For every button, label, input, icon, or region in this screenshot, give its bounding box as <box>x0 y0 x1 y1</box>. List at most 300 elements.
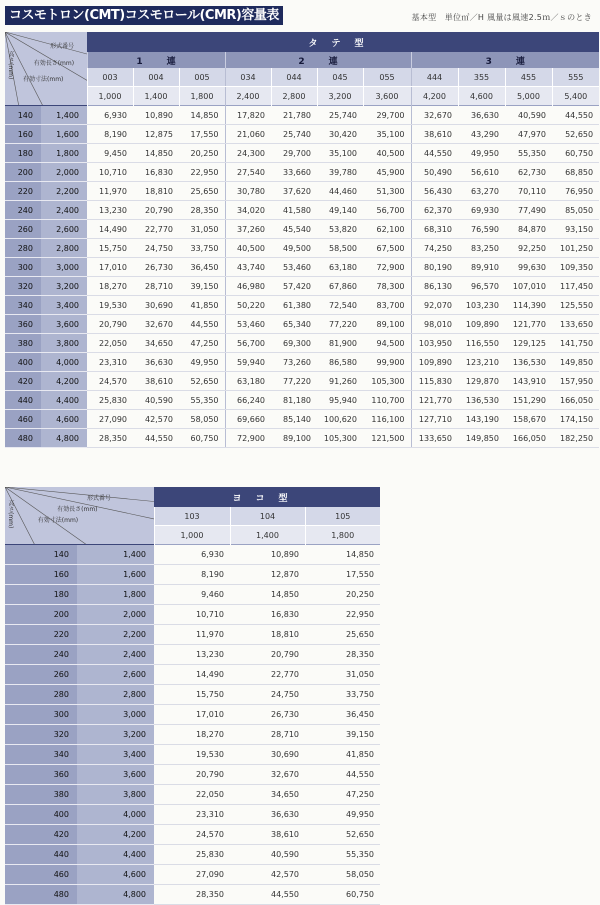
capacity-value: 110,700 <box>363 391 411 410</box>
capacity-value: 166,050 <box>552 391 599 410</box>
table-row <box>5 201 599 220</box>
row-height: 440 <box>5 845 77 865</box>
capacity-value: 60,750 <box>552 144 599 163</box>
capacity-value: 83,700 <box>363 296 411 315</box>
row-height: 440 <box>5 391 41 410</box>
capacity-value: 20,790 <box>87 315 133 334</box>
table-row <box>5 605 380 625</box>
capacity-value: 40,590 <box>133 391 179 410</box>
capacity-value: 56,610 <box>458 163 505 182</box>
capacity-value: 28,710 <box>133 277 179 296</box>
capacity-value: 43,290 <box>458 125 505 144</box>
capacity-value: 41,850 <box>179 296 225 315</box>
model-number: 044 <box>271 68 317 87</box>
row-effective: 4,400 <box>77 845 154 865</box>
capacity-value: 9,450 <box>87 144 133 163</box>
capacity-value: 80,190 <box>411 258 458 277</box>
capacity-value: 45,900 <box>363 163 411 182</box>
corner-diagonal-lines <box>5 487 154 545</box>
group-header-1 <box>87 52 225 68</box>
row-effective: 3,400 <box>41 296 87 315</box>
capacity-value: 38,610 <box>230 825 305 845</box>
capacity-value: 19,530 <box>87 296 133 315</box>
table-row <box>5 745 380 765</box>
row-effective: 1,600 <box>41 125 87 144</box>
capacity-value: 10,710 <box>154 605 230 625</box>
capacity-value: 25,650 <box>305 625 380 645</box>
model-number: 055 <box>363 68 411 87</box>
table-row <box>5 705 380 725</box>
row-effective: 2,000 <box>41 163 87 182</box>
capacity-value: 109,350 <box>552 258 599 277</box>
capacity-value: 36,450 <box>179 258 225 277</box>
capacity-value: 24,750 <box>230 685 305 705</box>
capacity-value: 44,550 <box>179 315 225 334</box>
capacity-value: 141,750 <box>552 334 599 353</box>
capacity-value: 129,870 <box>458 372 505 391</box>
capacity-value: 21,060 <box>225 125 271 144</box>
model-number: 005 <box>179 68 225 87</box>
model-number: 105 <box>305 507 380 526</box>
capacity-value: 58,050 <box>179 410 225 429</box>
group-number: 1 <box>136 56 143 67</box>
table-row <box>5 625 380 645</box>
capacity-value: 18,270 <box>87 277 133 296</box>
capacity-value: 22,950 <box>179 163 225 182</box>
group-number: 3 <box>485 56 492 67</box>
capacity-value: 47,970 <box>505 125 552 144</box>
table-row <box>5 277 599 296</box>
capacity-value: 143,190 <box>458 410 505 429</box>
row-height: 220 <box>5 182 41 201</box>
table-row <box>5 258 599 277</box>
capacity-value: 77,220 <box>317 315 363 334</box>
capacity-value: 60,750 <box>179 429 225 448</box>
table-row <box>5 429 599 448</box>
capacity-value: 35,100 <box>317 144 363 163</box>
capacity-value: 24,570 <box>87 372 133 391</box>
capacity-value: 121,770 <box>411 391 458 410</box>
capacity-value: 93,150 <box>552 220 599 239</box>
capacity-value: 136,530 <box>458 391 505 410</box>
capacity-value: 86,130 <box>411 277 458 296</box>
capacity-value: 63,180 <box>317 258 363 277</box>
capacity-value: 49,950 <box>179 353 225 372</box>
group-number: 2 <box>298 56 305 67</box>
effective-length: 1,400 <box>230 526 305 545</box>
capacity-value: 25,830 <box>87 391 133 410</box>
capacity-value: 55,350 <box>179 391 225 410</box>
capacity-value: 26,730 <box>230 705 305 725</box>
capacity-value: 27,090 <box>154 865 230 885</box>
row-effective: 2,200 <box>77 625 154 645</box>
capacity-value: 67,860 <box>317 277 363 296</box>
capacity-value: 39,150 <box>305 725 380 745</box>
row-effective: 2,000 <box>77 605 154 625</box>
capacity-value: 105,300 <box>363 372 411 391</box>
row-height: 360 <box>5 765 77 785</box>
capacity-value: 15,750 <box>87 239 133 258</box>
row-height: 200 <box>5 605 77 625</box>
capacity-value: 30,780 <box>225 182 271 201</box>
row-effective: 3,600 <box>77 765 154 785</box>
capacity-value: 33,750 <box>305 685 380 705</box>
row-height: 160 <box>5 125 41 144</box>
capacity-value: 20,250 <box>305 585 380 605</box>
capacity-value: 74,250 <box>411 239 458 258</box>
model-number: 355 <box>458 68 505 87</box>
capacity-value: 44,550 <box>411 144 458 163</box>
row-effective: 2,400 <box>77 645 154 665</box>
capacity-value: 72,900 <box>225 429 271 448</box>
table-row <box>5 410 599 429</box>
capacity-value: 49,140 <box>317 201 363 220</box>
effective-length: 1,800 <box>179 87 225 106</box>
capacity-value: 37,620 <box>271 182 317 201</box>
row-effective: 2,600 <box>77 665 154 685</box>
capacity-value: 116,550 <box>458 334 505 353</box>
capacity-value: 70,110 <box>505 182 552 201</box>
row-effective: 3,800 <box>77 785 154 805</box>
corner-label: 有効寸法(mm) <box>23 76 64 84</box>
capacity-value: 109,890 <box>458 315 505 334</box>
capacity-value: 17,550 <box>179 125 225 144</box>
table-row <box>5 334 599 353</box>
capacity-value: 13,230 <box>87 201 133 220</box>
row-height: 460 <box>5 865 77 885</box>
capacity-value: 31,050 <box>305 665 380 685</box>
capacity-value: 103,230 <box>458 296 505 315</box>
capacity-value: 53,820 <box>317 220 363 239</box>
capacity-value: 69,930 <box>458 201 505 220</box>
capacity-value: 28,710 <box>230 725 305 745</box>
capacity-value: 92,070 <box>411 296 458 315</box>
capacity-value: 25,650 <box>179 182 225 201</box>
capacity-value: 18,270 <box>154 725 230 745</box>
model-number: 104 <box>230 507 305 526</box>
capacity-value: 36,450 <box>305 705 380 725</box>
capacity-value: 22,050 <box>154 785 230 805</box>
row-height: 240 <box>5 201 41 220</box>
capacity-value: 34,020 <box>225 201 271 220</box>
capacity-value: 8,190 <box>87 125 133 144</box>
row-effective: 1,800 <box>77 585 154 605</box>
capacity-value: 52,650 <box>305 825 380 845</box>
capacity-value: 27,540 <box>225 163 271 182</box>
capacity-value: 40,590 <box>505 106 552 125</box>
effective-length: 4,200 <box>411 87 458 106</box>
capacity-value: 45,540 <box>271 220 317 239</box>
capacity-value: 89,910 <box>458 258 505 277</box>
capacity-value: 38,610 <box>411 125 458 144</box>
capacity-value: 57,420 <box>271 277 317 296</box>
capacity-value: 28,350 <box>179 201 225 220</box>
capacity-value: 8,190 <box>154 565 230 585</box>
capacity-value: 44,550 <box>552 106 599 125</box>
table-row <box>5 585 380 605</box>
capacity-value: 55,350 <box>305 845 380 865</box>
capacity-value: 103,950 <box>411 334 458 353</box>
capacity-value: 98,010 <box>411 315 458 334</box>
capacity-value: 29,700 <box>363 106 411 125</box>
table-row <box>5 665 380 685</box>
capacity-value: 18,810 <box>133 182 179 201</box>
capacity-value: 149,850 <box>458 429 505 448</box>
row-height: 140 <box>5 545 77 565</box>
capacity-value: 44,550 <box>305 765 380 785</box>
capacity-value: 133,650 <box>411 429 458 448</box>
capacity-value: 51,300 <box>363 182 411 201</box>
capacity-value: 149,850 <box>552 353 599 372</box>
capacity-value: 53,460 <box>271 258 317 277</box>
model-number: 045 <box>317 68 363 87</box>
capacity-value: 117,450 <box>552 277 599 296</box>
capacity-value: 56,700 <box>225 334 271 353</box>
capacity-value: 174,150 <box>552 410 599 429</box>
capacity-value: 92,250 <box>505 239 552 258</box>
row-effective: 2,800 <box>41 239 87 258</box>
capacity-value: 10,890 <box>230 545 305 565</box>
capacity-value: 72,900 <box>363 258 411 277</box>
row-height: 320 <box>5 277 41 296</box>
effective-length: 1,000 <box>154 526 230 545</box>
capacity-value: 105,300 <box>317 429 363 448</box>
row-effective: 2,400 <box>41 201 87 220</box>
capacity-value: 166,050 <box>505 429 552 448</box>
capacity-value: 73,260 <box>271 353 317 372</box>
capacity-value: 23,310 <box>154 805 230 825</box>
capacity-value: 19,530 <box>154 745 230 765</box>
capacity-value: 9,460 <box>154 585 230 605</box>
capacity-value: 14,850 <box>230 585 305 605</box>
capacity-value: 12,870 <box>230 565 305 585</box>
table-row <box>5 725 380 745</box>
corner-label: 形式番号 <box>50 42 75 50</box>
capacity-value: 35,100 <box>363 125 411 144</box>
capacity-value: 11,970 <box>87 182 133 201</box>
capacity-value: 81,900 <box>317 334 363 353</box>
row-effective: 2,600 <box>41 220 87 239</box>
capacity-value: 83,250 <box>458 239 505 258</box>
row-effective: 4,400 <box>41 391 87 410</box>
corner-header <box>5 487 154 545</box>
row-height: 420 <box>5 825 77 845</box>
row-height: 320 <box>5 725 77 745</box>
capacity-value: 68,310 <box>411 220 458 239</box>
row-effective: 4,200 <box>77 825 154 845</box>
capacity-value: 43,740 <box>225 258 271 277</box>
capacity-value: 6,930 <box>154 545 230 565</box>
capacity-value: 17,820 <box>225 106 271 125</box>
capacity-value: 100,620 <box>317 410 363 429</box>
corner-label: 有効寸法(mm) <box>37 516 79 524</box>
table-row <box>5 163 599 182</box>
capacity-value: 56,700 <box>363 201 411 220</box>
capacity-value: 28,350 <box>154 885 230 905</box>
capacity-value: 28,350 <box>87 429 133 448</box>
capacity-value: 121,770 <box>505 315 552 334</box>
row-height: 280 <box>5 239 41 258</box>
row-height: 280 <box>5 685 77 705</box>
capacity-value: 22,050 <box>87 334 133 353</box>
table-row <box>5 845 380 865</box>
capacity-value: 14,850 <box>133 144 179 163</box>
capacity-value: 25,740 <box>271 125 317 144</box>
capacity-value: 16,830 <box>230 605 305 625</box>
capacity-value: 61,380 <box>271 296 317 315</box>
table-row <box>5 315 599 334</box>
model-number: 103 <box>154 507 230 526</box>
capacity-value: 46,980 <box>225 277 271 296</box>
model-number: 003 <box>87 68 133 87</box>
capacity-value: 65,340 <box>271 315 317 334</box>
capacity-value: 109,890 <box>411 353 458 372</box>
capacity-value: 62,370 <box>411 201 458 220</box>
capacity-value: 30,690 <box>230 745 305 765</box>
capacity-value: 6,930 <box>87 106 133 125</box>
capacity-value: 77,220 <box>271 372 317 391</box>
capacity-value: 21,780 <box>271 106 317 125</box>
table-row <box>5 106 599 125</box>
capacity-value: 14,850 <box>305 545 380 565</box>
row-height: 480 <box>5 429 41 448</box>
capacity-value: 85,140 <box>271 410 317 429</box>
capacity-value: 84,870 <box>505 220 552 239</box>
capacity-value: 44,550 <box>133 429 179 448</box>
row-height: 460 <box>5 410 41 429</box>
capacity-value: 63,270 <box>458 182 505 201</box>
capacity-value: 69,660 <box>225 410 271 429</box>
capacity-value: 44,460 <box>317 182 363 201</box>
capacity-value: 78,300 <box>363 277 411 296</box>
corner-label: 有効長さ(mm) <box>33 60 75 68</box>
row-height: 400 <box>5 353 41 372</box>
capacity-value: 41,580 <box>271 201 317 220</box>
capacity-value: 52,650 <box>179 372 225 391</box>
capacity-value: 39,150 <box>179 277 225 296</box>
table-row <box>5 182 599 201</box>
row-effective: 3,600 <box>41 315 87 334</box>
row-effective: 3,800 <box>41 334 87 353</box>
effective-length: 1,400 <box>133 87 179 106</box>
capacity-value: 53,460 <box>225 315 271 334</box>
row-effective: 3,200 <box>77 725 154 745</box>
capacity-value: 27,090 <box>87 410 133 429</box>
capacity-value: 125,550 <box>552 296 599 315</box>
row-effective: 3,000 <box>77 705 154 725</box>
capacity-value: 42,570 <box>230 865 305 885</box>
table-row <box>5 144 599 163</box>
capacity-value: 62,730 <box>505 163 552 182</box>
tate-capacity-table <box>5 32 599 448</box>
capacity-value: 58,500 <box>317 239 363 258</box>
effective-length: 1,800 <box>305 526 380 545</box>
capacity-value: 94,500 <box>363 334 411 353</box>
capacity-value: 115,830 <box>411 372 458 391</box>
table-row <box>5 353 599 372</box>
capacity-value: 182,250 <box>552 429 599 448</box>
capacity-value: 34,650 <box>230 785 305 805</box>
capacity-value: 14,490 <box>87 220 133 239</box>
capacity-value: 10,710 <box>87 163 133 182</box>
capacity-value: 37,260 <box>225 220 271 239</box>
model-number: 444 <box>411 68 458 87</box>
capacity-value: 40,500 <box>225 239 271 258</box>
unit-note: 基本型 単位㎥／H 風量は風速2.5ｍ／ｓのとき <box>411 13 592 22</box>
group-label: 連 <box>166 56 176 67</box>
capacity-value: 36,630 <box>133 353 179 372</box>
capacity-value: 41,850 <box>305 745 380 765</box>
table-row <box>5 825 380 845</box>
capacity-value: 20,790 <box>154 765 230 785</box>
table-row <box>5 545 380 565</box>
model-number: 455 <box>505 68 552 87</box>
row-effective: 4,000 <box>41 353 87 372</box>
capacity-value: 31,050 <box>179 220 225 239</box>
type-band-yoko: ヨコ型 <box>154 487 380 507</box>
corner-label: 高さ(mm) <box>7 499 14 529</box>
row-effective: 4,000 <box>77 805 154 825</box>
table-row <box>5 785 380 805</box>
effective-length: 2,800 <box>271 87 317 106</box>
capacity-value: 32,670 <box>133 315 179 334</box>
row-height: 300 <box>5 258 41 277</box>
row-effective: 4,600 <box>77 865 154 885</box>
capacity-value: 22,770 <box>230 665 305 685</box>
row-effective: 4,600 <box>41 410 87 429</box>
capacity-value: 10,890 <box>133 106 179 125</box>
row-effective: 1,400 <box>41 106 87 125</box>
capacity-value: 76,590 <box>458 220 505 239</box>
table-row <box>5 645 380 665</box>
capacity-value: 24,570 <box>154 825 230 845</box>
row-height: 340 <box>5 296 41 315</box>
capacity-value: 99,630 <box>505 258 552 277</box>
capacity-value: 55,350 <box>505 144 552 163</box>
row-height: 380 <box>5 334 41 353</box>
capacity-value: 42,570 <box>133 410 179 429</box>
row-effective: 2,200 <box>41 182 87 201</box>
capacity-value: 69,300 <box>271 334 317 353</box>
capacity-value: 32,670 <box>411 106 458 125</box>
capacity-value: 44,550 <box>230 885 305 905</box>
row-height: 160 <box>5 565 77 585</box>
table-row <box>5 765 380 785</box>
corner-header <box>5 32 87 106</box>
capacity-value: 17,010 <box>87 258 133 277</box>
capacity-value: 127,710 <box>411 410 458 429</box>
effective-length: 4,600 <box>458 87 505 106</box>
capacity-value: 143,910 <box>505 372 552 391</box>
row-height: 400 <box>5 805 77 825</box>
capacity-value: 96,570 <box>458 277 505 296</box>
row-height: 180 <box>5 144 41 163</box>
row-effective: 4,800 <box>77 885 154 905</box>
capacity-value: 68,850 <box>552 163 599 182</box>
table-row <box>5 865 380 885</box>
group-label: 連 <box>328 56 338 67</box>
row-height: 240 <box>5 645 77 665</box>
capacity-value: 86,580 <box>317 353 363 372</box>
row-height: 260 <box>5 665 77 685</box>
capacity-value: 33,660 <box>271 163 317 182</box>
capacity-value: 59,940 <box>225 353 271 372</box>
table-row <box>5 805 380 825</box>
corner-label: 有効長さ(mm) <box>57 506 98 514</box>
capacity-value: 81,180 <box>271 391 317 410</box>
capacity-value: 101,250 <box>552 239 599 258</box>
capacity-value: 67,500 <box>363 239 411 258</box>
